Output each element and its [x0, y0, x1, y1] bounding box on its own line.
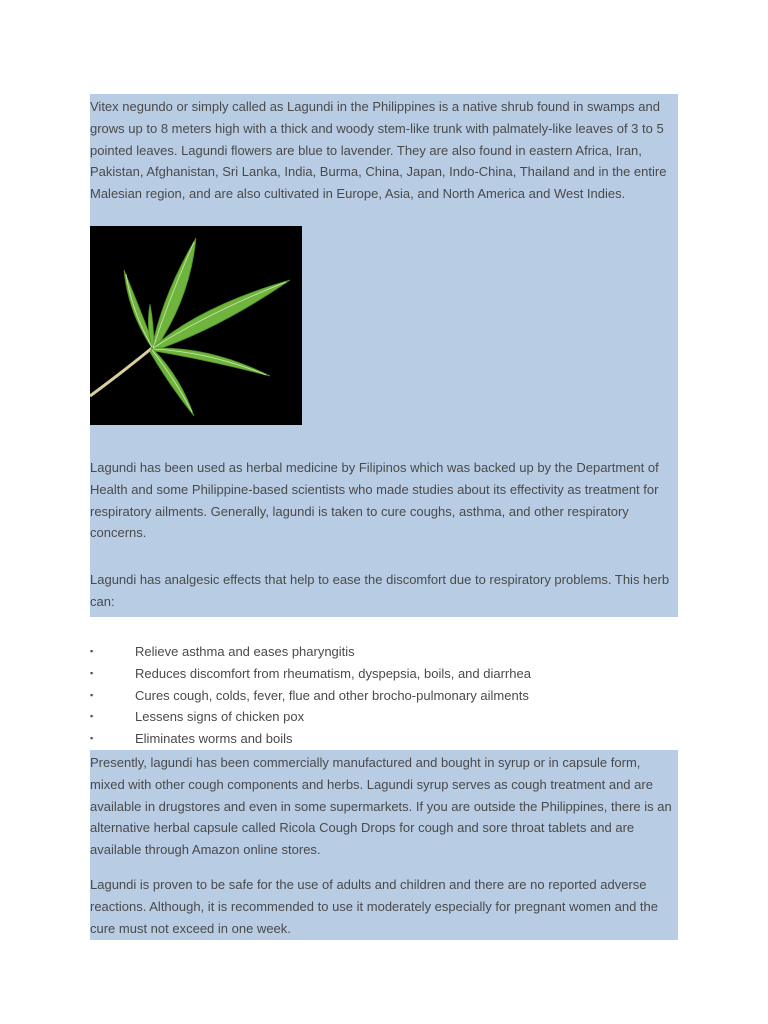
list-item — [90, 641, 678, 663]
image-block — [90, 226, 678, 425]
bullet-icon: ▪ — [90, 689, 94, 700]
medicine-block — [90, 457, 678, 547]
list-item — [90, 685, 678, 707]
highlight-gap — [90, 547, 678, 569]
analgesic-block — [90, 569, 678, 617]
list-item-text: Relieve asthma and eases pharyngitis — [135, 644, 355, 659]
presently-paragraph: Presently, lagundi has been commercially manufactured and bought in syrup or in capsule form, mixed with other cough components and herbs. Lagundi syrup serves as cough treatment and are available in drugstores and even in some supermarkets. If you are outside the Philippines, there is an alternative herbal capsule called Ricola Cough Drops for cough and sore throat tablets and are available through Amazon online stores. — [90, 754, 672, 858]
list-item-text: Cures cough, colds, fever, flue and other brocho-pulmonary ailments — [135, 687, 529, 703]
list-item-text: Reduces discomfort from rheumatism, dyspepsia, boils, and diarrhea — [135, 665, 531, 681]
bullet-icon: ▪ — [90, 667, 94, 678]
list-item — [90, 706, 678, 728]
bullet-icon: ▪ — [90, 646, 94, 656]
list-item — [90, 663, 678, 685]
intro-paragraph: Vitex negundo or simply called as Lagundi in the Philippines is a native shrub found in swamps and grows up to 8 meters high with a thick and woody stem-like trunk with palmately-like leaves of 3 to 5 pointed leaves. Lagundi flowers are blue to lavender. They are also found in eastern Africa, Iran, Pakistan, Afghanistan, Sri Lanka, India, Burma, China, Japan, Indo-China, Thailand and in the entire Malesian region, and are also cultivated in Europe, Asia, and North America and West Indies. — [90, 99, 667, 202]
lagundi-leaf-photo — [90, 226, 302, 425]
safety-paragraph: Lagundi is proven to be safe for the use of adults and children and there are no reported adverse reactions. Although, it is recommended to use it moderately especially for pregnant women and the cure must not exceed in one week. — [90, 876, 658, 936]
highlight-gap — [90, 425, 678, 457]
leaf-icon — [90, 226, 302, 425]
medicine-paragraph: Lagundi has been used as herbal medicine by Filipinos which was backed up by the Department of Health and some Philippine-based scientists who made studies about its effectivity as treatment for respiratory ailments. Generally, lagundi is taken to cure coughs, asthma, and other respiratory concerns. — [90, 460, 659, 541]
safety-block — [90, 874, 678, 940]
presently-block — [90, 750, 678, 858]
bullet-icon: ▪ — [90, 711, 94, 722]
document-page — [90, 94, 678, 940]
list-item — [90, 728, 678, 750]
benefits-list — [90, 617, 678, 750]
highlight-gap — [90, 210, 678, 226]
list-item-text: Eliminates worms and boils — [135, 731, 293, 747]
intro-block — [90, 94, 678, 210]
analgesic-paragraph: Lagundi has analgesic effects that help to ease the discomfort due to respiratory problems. This herb can: — [90, 572, 670, 609]
bullet-icon: ▪ — [90, 733, 94, 744]
list-item-text: Lessens signs of chicken pox — [135, 709, 305, 725]
